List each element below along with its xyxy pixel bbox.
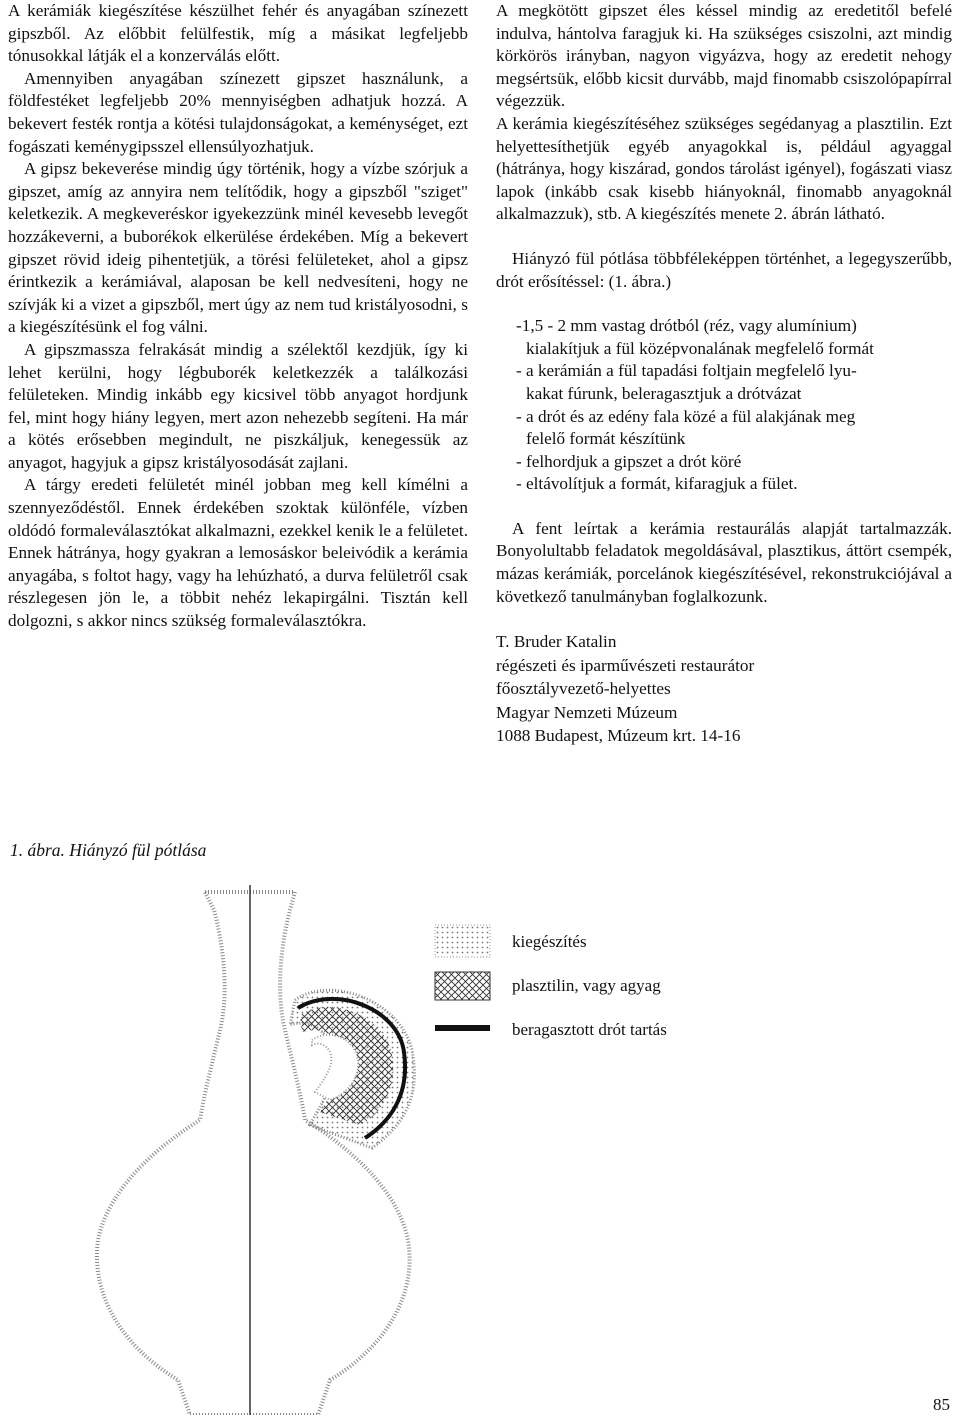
list-item: - felhordjuk a gipszet a drót köré: [516, 451, 742, 471]
figure-caption: 1. ábra. Hiányzó fül pótlása: [10, 840, 207, 860]
paragraph: Hiányzó fül pótlása többféleképpen történhet, a legegyszerűbb, drót erősítéssel: (1. ábra.): [496, 248, 952, 291]
right-column: [496, 0, 952, 748]
paragraph: A kerámia kiegészítéséhez szükséges segédanyag a plasztilin. Ezt helyettesíthetjük egyéb anyagokkal is, például agyaggal (hátránya, hogy kiszárad, gondos tárolást igényel), fogászati viasz lapok (inkább csak kisebb hiányoknál, finomabb anyagoknál alkalmazzuk), stb. A kiegészítés menete 2. ábrán látható.: [496, 113, 952, 224]
author-address: 1088 Budapest, Múzeum krt. 14-16: [496, 726, 741, 746]
legend-label: kiegészítés: [512, 932, 587, 951]
legend-label: plasztilin, vagy agyag: [512, 976, 661, 995]
paragraph: Amennyiben anyagában színezett gipszet használunk, a földfestéket legfeljebb 20% mennyiségben adhatjuk hozzá. A bekevert festék rontja a kötési tulajdonságokat, a keménységet, ezt fogászati keménygipsszel ellensúlyozhatjuk.: [8, 68, 468, 156]
figure: [0, 880, 960, 1415]
paragraph: A gipszmassza felrakását mindig a szélektől kezdjük, így ki lehet kerülni, hogy légbuborék keletkezzék a találkozási felületeken. Mindig inkább egy kicsivel több anyagot hordjunk fel, mint hogy hiány legyen, mert azon nehezebb segíteni. Ha már a kötés erősebben megindult, ne piszkáljuk, kenegessük az anyagot, hagyjuk a gipsz kristályosodását zajlani.: [8, 339, 468, 472]
jug-drawing: [0, 880, 960, 1415]
paragraph: A fent leírtak a kerámia restaurálás alapját tartalmazzák. Bonyolultabb feladatok megoldásával, plasztikus, áttört csempék, mázas kerámiák, porcelánok kiegészítésével, rekonstrukciójával a következő tanulmányban foglalkozunk.: [496, 518, 952, 606]
jug-outline: [97, 892, 410, 1415]
list-item: - a drót és az edény fala közé a fül alakjának meg felelő formát készítünk: [516, 406, 856, 449]
paragraph: A tárgy eredeti felületét minél jobban meg kell kímélni a szennyeződéstől. Ennek érdekében szoktak különféle, vízben oldódó formaleválasztókat alkalmazni, ezekkel kenik le a felületet. Ennek hátránya, hogy gyakran a lemosáskor beleivódik a kerámia anyagába, s foltot hagy, vagy ha lehúzható, a durva felületről csak részlegesen jön le, a többit nehéz lekapirgálni. Tisztán kell dolgozni, s akkor nincs szükség formaleválasztókra.: [8, 475, 468, 631]
signature-block: [496, 630, 952, 748]
list-item: -1,5 - 2 mm vastag drótból (réz, vagy alumínium) kialakítjuk a fül középvonalának megfelelő formát: [516, 316, 874, 358]
legend-swatch-wire: [435, 1025, 490, 1031]
legend-swatch-hatch: [435, 972, 490, 1000]
legend-swatch-dots: [435, 925, 490, 957]
paragraph: A megkötött gipszet éles késsel mindig az eredetitől befelé indulva, hántolva faragjuk ki. Ha szükséges csiszolni, azt mindig körkörös irányban, nagyon vigyázva, hogy az eredetit nehogy megsértsük, előbb kicsit durvább, majd finomabb csiszolópapírral végezzük.: [496, 1, 952, 111]
page-number: 85: [933, 1395, 950, 1414]
author-name: T. Bruder Katalin: [496, 632, 617, 652]
author-institution: Magyar Nemzeti Múzeum: [496, 702, 678, 722]
paragraph: A kerámiák kiegészítése készülhet fehér és anyagában színezett gipszből. Az előbbit felülfestik, míg a másikat legfeljebb tónusokkal látják el a konzerválás előtt.: [8, 1, 468, 66]
paragraph: A gipsz bekeverése mindig úgy történik, hogy a vízbe szórjuk a gipszet, amíg az annyira nem telítődik, hogy a gipszből "sziget" keletkezik. A megkeveréskor igyekezzünk minél kevesebb levegőt hozzákeverni, a buborékok elkerülése érdekében. Míg a bekevert gipszet rövid ideig pihentetjük, a törési felületeket, ahol a gipsz érintkezik a kerámiával, alaposan be kell nedvesíteni, hogy ne szívják ki a vizet a gipszből, mert úgy az nem tud kristályosodni, s a kiegészítésünk el fog válni.: [8, 159, 468, 337]
author-position: főosztályvezető-helyettes: [496, 679, 671, 699]
author-title: régészeti és iparművészeti restaurátor: [496, 655, 755, 675]
list-item: - a kerámián a fül tapadási foltjain megfelelő lyu- kakat fúrunk, beleragasztjuk a drótvázat: [516, 361, 857, 403]
left-column: [8, 0, 468, 633]
legend-label: beragasztott drót tartás: [512, 1020, 667, 1039]
list-item: - eltávolítjuk a formát, kifaragjuk a fület.: [516, 474, 798, 494]
steps-list: [496, 315, 952, 496]
